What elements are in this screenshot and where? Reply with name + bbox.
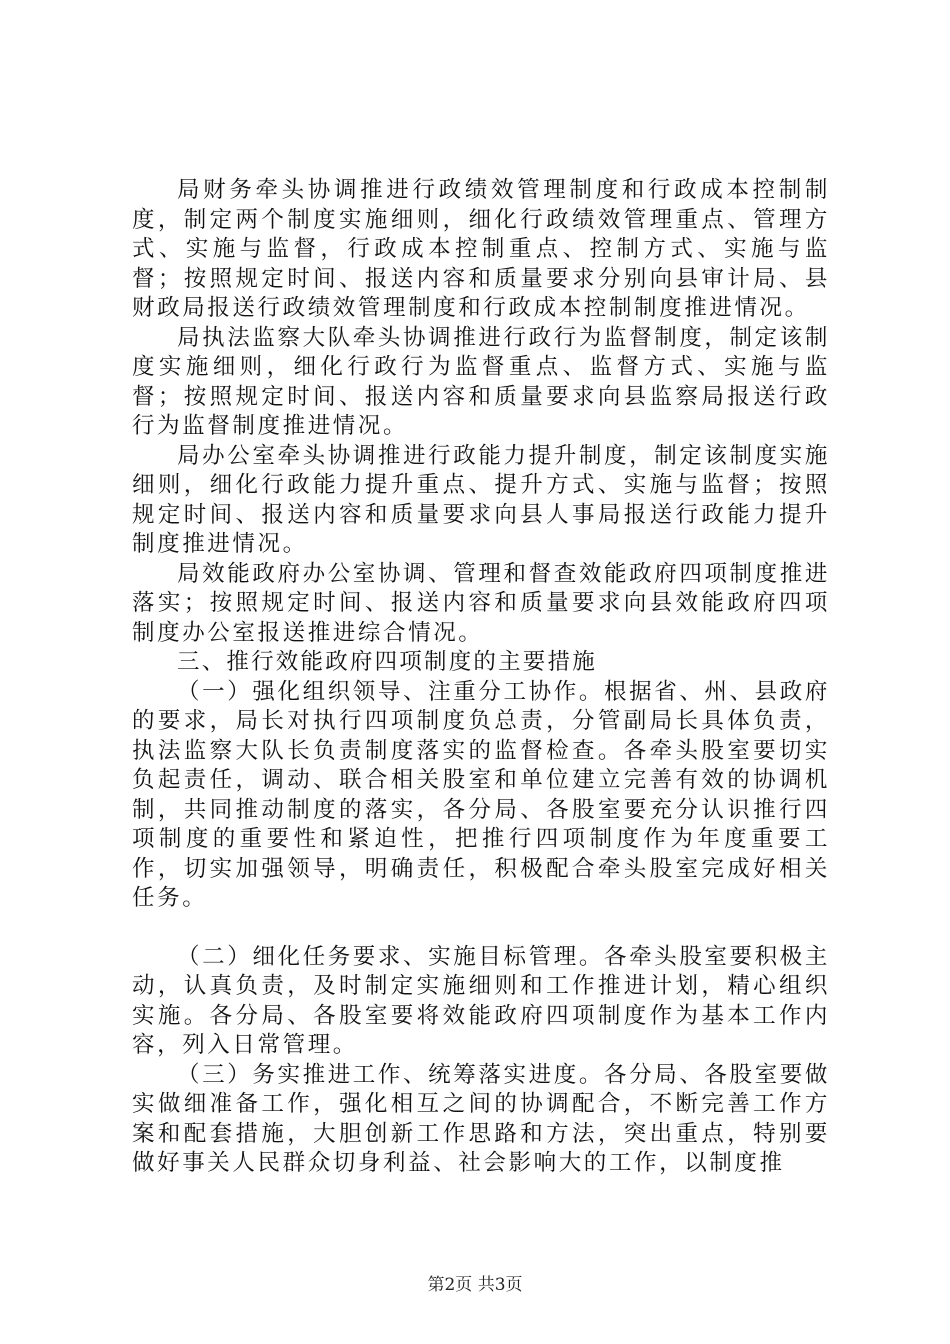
page-number-footer: 第2页 共3页: [427, 1275, 523, 1295]
paragraph-general-office: 局办公室牵头协调推进行政能力提升制度，制定该制度实施细则，细化行政能力提升重点、提升方式、实施与监督；按照规定时间、报送内容和质量要求向县人事局报送行政能力提升制度推进情况。: [132, 442, 830, 557]
paragraph-efficiency-office: 局效能政府办公室协调、管理和督查效能政府四项制度推进落实；按照规定时间、报送内容和质量要求向县效能政府四项制度办公室报送推进综合情况。: [132, 560, 830, 646]
paragraph-measure-three: （三）务实推进工作、统筹落实进度。各分局、各股室要做实做细准备工作，强化相互之间的协调配合，不断完善工作方案和配套措施，大胆创新工作思路和方法，突出重点，特别要做好事关人民群众切身利益、社会影响大的工作，以制度推: [132, 1061, 830, 1176]
paragraph-measure-two: （二）细化任务要求、实施目标管理。各牵头股室要积极主动，认真负责，及时制定实施细则和工作推进计划，精心组织实施。各分局、各股室要将效能政府四项制度作为基本工作内容，列入日常管理。: [132, 943, 830, 1058]
section-heading-main-measures: 三、推行效能政府四项制度的主要措施: [177, 649, 597, 675]
document-body: [132, 176, 830, 1179]
paragraph-measure-one: （一）强化组织领导、注重分工协作。根据省、州、县政府的要求，局长对执行四项制度负总责，分管副局长具体负责，执法监察大队长负责制度落实的监督检查。各牵头股室要切实负起责任，调动、联合相关股室和单位建立完善有效的协调机制，共同推动制度的落实，各分局、各股室要充分认识推行四项制度的重要性和紧迫性，把推行四项制度作为年度重要工作，切实加强领导，明确责任，积极配合牵头股室完成好相关任务。: [132, 678, 830, 911]
paragraph-finance-office: 局财务牵头协调推进行政绩效管理制度和行政成本控制制度，制定两个制度实施细则，细化行政绩效管理重点、管理方式、实施与监督，行政成本控制重点、控制方式、实施与监督；按照规定时间、报送内容和质量要求分别向县审计局、县财政局报送行政绩效管理制度和行政成本控制制度推进情况。: [132, 177, 830, 321]
paragraph-law-enforcement-brigade: 局执法监察大队牵头协调推进行政行为监督制度，制定该制度实施细则，细化行政行为监督重点、监督方式、实施与监督；按照规定时间、报送内容和质量要求向县监察局报送行政行为监督制度推进情况。: [132, 324, 830, 439]
